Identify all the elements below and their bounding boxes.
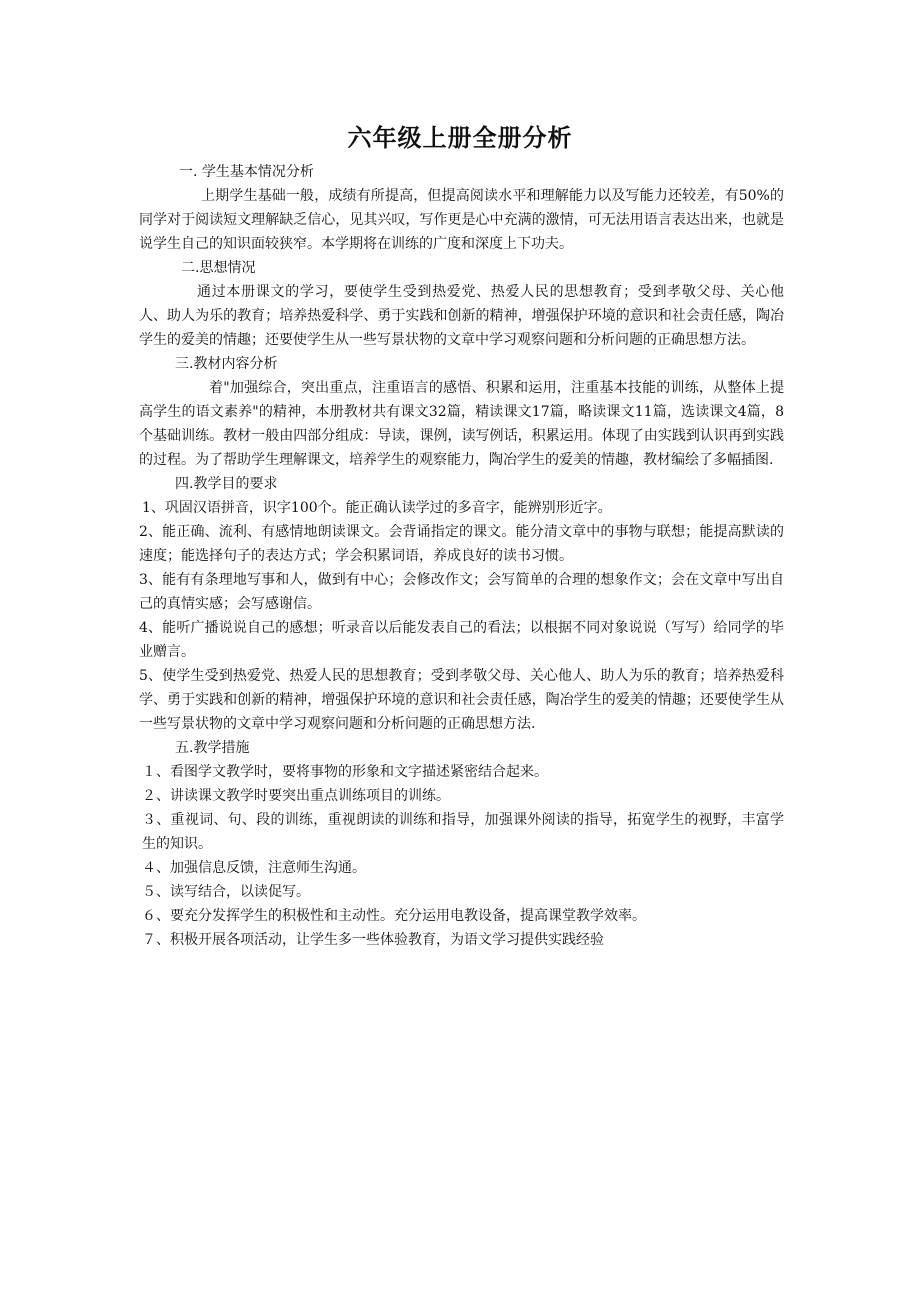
requirement-item: 5、使学生受到热爱党、热爱人民的思想教育；受到孝敬父母、关心他人、助人为乐的教育；培养热爱科学、勇于实践和创新的精神，增强保护环境的意识和社会责任感，陶冶学生的爱美的情趣；还要使学生从一些写景状物的文章中学习观察问题和分析问题的正确思想方法. [139, 668, 784, 732]
requirement-item: 2、能正确、流利、有感情地朗读课文。会背诵指定的课文。能分清文章中的事物与联想；能提高默读的速度；能选择句子的表达方式；学会积累词语，养成良好的读书习惯。 [139, 524, 784, 564]
measure-item: ３、重视词、句、段的训练，重视朗读的训练和指导，加强课外阅读的指导，拓宽学生的视野，丰富学生的知识。 [142, 812, 784, 852]
document-title: 六年级上册全册分析 [347, 123, 573, 152]
measure-item: ５、读写结合，以读促写。 [142, 884, 310, 900]
section-heading-3: 三.教材内容分析 [175, 356, 278, 372]
section-heading-1: 一. 学生基本情况分析 [179, 164, 314, 180]
requirement-item: 1、巩固汉语拼音，识字100个。能正确认读学过的多音字，能辨别形近字。 [142, 500, 612, 516]
section-heading-4: 四.教学目的要求 [175, 476, 278, 492]
section-paragraph-2: 通过本册课文的学习，要使学生受到热爱党、热爱人民的思想教育；受到孝敬父母、关心他人、助人为乐的教育；培养热爱科学、勇于实践和创新的精神，增强保护环境的意识和社会责任感，陶冶学生的爱美的情趣；还要使学生从一些写景状物的文章中学习观察问题和分析问题的正确思想方法。 [139, 284, 784, 348]
section-heading-2: 二.思想情况 [181, 260, 256, 276]
measure-item: ２、讲读课文教学时要突出重点训练项目的训练。 [142, 788, 450, 804]
measure-item: １、看图学文教学时，要将事物的形象和文字描述紧密结合起来。 [142, 764, 548, 780]
section-paragraph-1: 上期学生基础一般，成绩有所提高，但提高阅读水平和理解能力以及写能力还较差，有50%的同学对于阅读短文理解缺乏信心，见其兴叹，写作更是心中充满的激情，可无法用语言表达出来，也就是说学生自己的知识面较狭窄。本学期将在训练的广度和深度上下功夫。 [139, 188, 784, 252]
requirement-item: 4、能听广播说说自己的感想；听录音以后能发表自己的看法；以根据不同对象说说（写写）给同学的毕业赠言。 [139, 620, 784, 660]
measure-item: ４、加强信息反馈，注意师生沟通。 [142, 860, 366, 876]
document-body [139, 160, 784, 952]
requirement-item: 3、能有有条理地写事和人，做到有中心；会修改作文；会写简单的合理的想象作文；会在文章中写出自己的真情实感；会写感谢信。 [139, 572, 784, 612]
measure-item: ６、要充分发挥学生的积极性和主动性。充分运用电教设备，提高课堂教学效率。 [142, 908, 646, 924]
section-heading-5: 五.教学措施 [175, 740, 250, 756]
section-paragraph-3: 着"加强综合，突出重点，注重语言的感悟、积累和运用，注重基本技能的训练，从整体上提高学生的语文素养"的精神，本册教材共有课文32篇，精读课文17篇，略读课文11篇，选读课文4篇，8个基础训练。教材一般由四部分组成：导读，课例，读写例话，积累运用。体现了由实践到认识再到实践的过程。为了帮助学生理解课文，培养学生的观察能力，陶冶学生的爱美的情趣，教材编绘了多幅插图. [139, 380, 784, 468]
measure-item: ７、积极开展各项活动，让学生多一些体验教育，为语文学习提供实践经验 [142, 932, 604, 948]
